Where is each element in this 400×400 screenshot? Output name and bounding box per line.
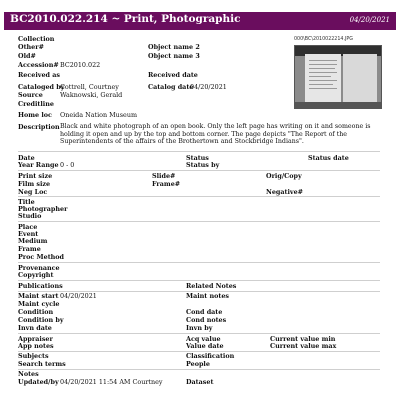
label-acq-value: Acq value bbox=[186, 335, 221, 343]
label-year-range: Year Range bbox=[18, 161, 59, 169]
label-catalog-date: Catalog date bbox=[148, 83, 194, 91]
label-related-notes: Related Notes bbox=[186, 282, 237, 290]
label-film-size: Film size bbox=[18, 180, 51, 188]
photo-text-line bbox=[309, 88, 337, 89]
value-maint-start: 04/20/2021 bbox=[60, 292, 97, 300]
label-print-size: Print size bbox=[18, 172, 53, 180]
label-title: Title bbox=[18, 198, 35, 206]
label-people: People bbox=[186, 360, 210, 368]
label-received-as: Received as bbox=[18, 71, 60, 79]
label-photographer: Photographer bbox=[18, 205, 68, 213]
photo-text-line bbox=[309, 60, 337, 61]
label-maint-cycle: Maint cycle bbox=[18, 300, 60, 308]
label-source: Source bbox=[18, 91, 43, 99]
label-proc-method: Proc Method bbox=[18, 253, 65, 261]
label-value-date: Value date bbox=[186, 342, 224, 350]
label-creditline: Creditline bbox=[18, 100, 54, 108]
label-medium: Medium bbox=[18, 237, 48, 245]
photo-text-line bbox=[309, 76, 331, 77]
label-publications: Publications bbox=[18, 282, 63, 290]
label-invn-by: Invn by bbox=[186, 324, 213, 332]
label-provenance: Provenance bbox=[18, 264, 60, 272]
label-classification: Classification bbox=[186, 352, 235, 360]
section-divider bbox=[18, 280, 380, 281]
section-divider bbox=[18, 369, 380, 370]
label-app-notes: App notes bbox=[18, 342, 54, 350]
photo-text-line bbox=[309, 84, 333, 85]
label-event: Event bbox=[18, 230, 39, 238]
label-object-name-2: Object name 2 bbox=[148, 43, 200, 51]
section-divider bbox=[18, 196, 380, 197]
label-current-value-max: Current value max bbox=[270, 342, 337, 350]
value-source: Waknowski, Gerald bbox=[60, 91, 123, 99]
label-orig-copy: Orig/Copy bbox=[266, 172, 302, 180]
label-cond-notes: Cond notes bbox=[186, 316, 227, 324]
label-place: Place bbox=[18, 223, 38, 231]
label-maint-start: Maint start bbox=[18, 292, 59, 300]
label-current-value-min: Current value min bbox=[270, 335, 336, 343]
section-divider bbox=[18, 151, 380, 152]
label-received-date: Received date bbox=[148, 71, 198, 79]
header-date: 04/20/2021 bbox=[349, 16, 390, 24]
label-collection: Collection bbox=[18, 35, 55, 43]
section-divider bbox=[18, 170, 380, 171]
label-dataset: Dataset bbox=[186, 378, 214, 386]
label-updated-by: Updated/by bbox=[18, 378, 59, 386]
label-neg-loc: Neg Loc bbox=[18, 188, 48, 196]
label-frame-number: Frame# bbox=[152, 180, 181, 188]
value-home-loc: Oneida Nation Museum bbox=[60, 111, 138, 119]
label-cataloged-by: Cataloged by bbox=[18, 83, 65, 91]
value-updated-by: 04/20/2021 11:54 AM Courtney bbox=[60, 378, 163, 386]
label-copyright: Copyright bbox=[18, 271, 54, 279]
record-title: BC2010.022.214 ~ Print, Photographic bbox=[10, 13, 241, 25]
label-cond-date: Cond date bbox=[186, 308, 223, 316]
photo-text-line bbox=[309, 64, 337, 65]
label-object-name-3: Object name 3 bbox=[148, 52, 200, 60]
value-year-range: 0 - 0 bbox=[60, 161, 75, 169]
label-studio: Studio bbox=[18, 212, 42, 220]
photo-shadow-bottom bbox=[295, 102, 382, 109]
label-status-by: Status by bbox=[186, 161, 220, 169]
section-divider bbox=[18, 333, 380, 334]
label-description: Description bbox=[18, 123, 60, 131]
photo-text-line bbox=[309, 80, 337, 81]
object-photo[interactable] bbox=[294, 45, 382, 109]
label-appraiser: Appraiser bbox=[18, 335, 53, 343]
label-subjects: Subjects bbox=[18, 352, 49, 360]
record-header bbox=[4, 12, 396, 30]
photo-text-line bbox=[309, 68, 335, 69]
label-other: Other# bbox=[18, 43, 44, 51]
label-condition-by: Condition by bbox=[18, 316, 64, 324]
value-description: Black and white photograph of an open book. Only the left page has writing on it and someone is holding it open and up by the top and bottom corner. The page depicts "The Report of the Superintendents of the affairs of the Brothertown and Stockbridge Indians". bbox=[60, 123, 371, 146]
label-search-terms: Search terms bbox=[18, 360, 66, 368]
label-date: Date bbox=[18, 154, 35, 162]
label-notes: Notes bbox=[18, 370, 39, 378]
value-accession: BC2010.022 bbox=[60, 61, 101, 69]
label-accession: Accession# bbox=[18, 61, 59, 69]
photo-right-page bbox=[343, 54, 377, 102]
section-divider bbox=[18, 221, 380, 222]
photo-text-line bbox=[309, 72, 337, 73]
label-frame: Frame bbox=[18, 245, 41, 253]
label-maint-notes: Maint notes bbox=[186, 292, 229, 300]
image-filename: 000\BC\2010022214.JPG bbox=[294, 37, 354, 42]
label-home-loc: Home loc bbox=[18, 111, 52, 119]
label-condition: Condition bbox=[18, 308, 54, 316]
value-cataloged-by: Cottrell, Courtney bbox=[60, 83, 119, 91]
label-status-date: Status date bbox=[308, 154, 349, 162]
photo-left-page bbox=[305, 54, 341, 102]
label-slide: Slide# bbox=[152, 172, 176, 180]
section-divider bbox=[18, 262, 380, 263]
value-catalog-date: 04/20/2021 bbox=[190, 83, 227, 91]
label-invn-date: Invn date bbox=[18, 324, 52, 332]
label-negative: Negative# bbox=[266, 188, 304, 196]
label-status: Status bbox=[186, 154, 209, 162]
label-old: Old# bbox=[18, 52, 36, 60]
